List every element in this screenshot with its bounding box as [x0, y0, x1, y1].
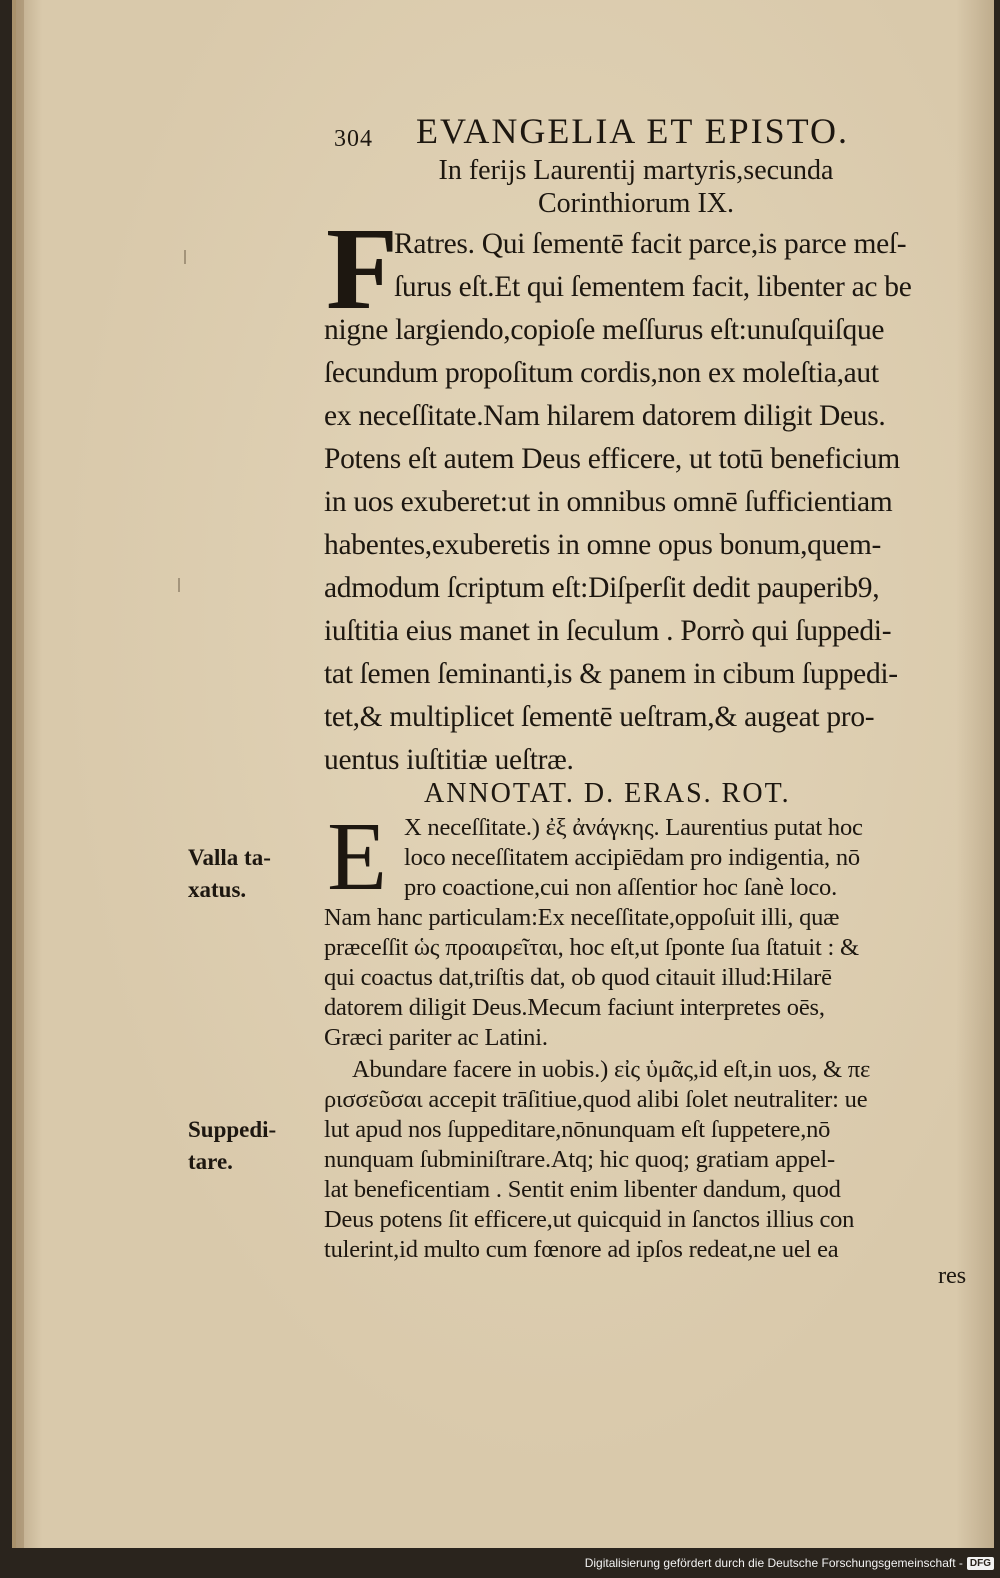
annotation-line: ρισσεῦσαι accepit trāſitiue,quod alibi ſolet neutraliter: ue [324, 1086, 868, 1113]
epistle-line: habentes,exuberetis in omne opus bonum,quem- [324, 529, 882, 561]
section-heading-line-1: In ferijs Laurentij martyris,secunda [438, 155, 834, 186]
epistle-line: ſecundum propoſitum cordis,non ex moleſtia,aut [324, 357, 879, 389]
annotation-line: tulerint,id multo cum fœnore ad ipſos redeat,ne uel ea [324, 1236, 839, 1263]
epistle-line: tat ſemen ſeminanti,is & panem in cibum ſuppedi- [324, 658, 898, 690]
margin-mark [178, 578, 180, 592]
annotation-line: Deus potens ſit efficere,ut quicquid in ſanctos illius con [324, 1206, 855, 1233]
annotation-line: qui coactus dat,triſtis dat, ob quod citauit illud:Hilarē [324, 964, 832, 991]
marginal-note-line: xatus. [188, 877, 247, 902]
annotation-line: datorem diligit Deus.Mecum faciunt interpretes oēs, [324, 994, 825, 1021]
annotation-line: Græci pariter ac Latini. [324, 1024, 548, 1051]
annotation-line: nunquam ſubminiſtrare.Atq; hic quoq; gratiam appel- [324, 1146, 835, 1173]
running-title: EVANGELIA ET EPISTO. [416, 111, 850, 151]
margin-mark [184, 250, 186, 264]
annotation-line: præceſſit ὡς προαιρεῖται, hoc eſt,ut ſponte ſua ſtatuit : & [324, 934, 859, 961]
annotation-line: loco neceſſitatem accipiēdam pro indigentia, nō [404, 844, 860, 871]
running-head [334, 108, 974, 158]
catchword: res [938, 1262, 966, 1289]
epistle-line: Potens eſt autem Deus efficere, ut totū beneficium [324, 443, 900, 475]
section-heading-line-2: Corinthiorum IX. [538, 188, 734, 219]
epistle-line: nigne largiendo,copioſe meſſurus eſt:unuſquiſque [324, 314, 885, 346]
page-number: 304 [334, 126, 373, 152]
epistle-line: Ratres. Qui ſementē facit parce,is parce meſ- [394, 228, 907, 260]
annotation-line: pro coactione,cui non aſſentior hoc ſanè loco. [404, 874, 837, 901]
marginal-note-valla [188, 842, 271, 906]
dfg-logo-icon: DFG [967, 1557, 994, 1570]
page-edge-shadow [16, 0, 24, 1548]
marginal-note-line: tare. [188, 1149, 233, 1174]
epistle-line: admodum ſcriptum eſt:Diſperſit dedit pauperib9, [324, 572, 880, 604]
digitization-credit [585, 1554, 994, 1572]
epistle-line: ſurus eſt.Et qui ſementem facit, libenter ac be [394, 271, 912, 303]
credit-text: Digitalisierung gefördert durch die Deutsche Forschungsgemeinschaft - [584, 1556, 963, 1570]
marginal-note-line: Valla ta- [188, 845, 271, 870]
epistle-line: ex neceſſitate.Nam hilarem datorem diligit Deus. [324, 400, 886, 432]
annotation-line: lut apud nos ſuppeditare,nōnunquam eſt ſuppetere,nō [324, 1116, 831, 1143]
marginal-note-line: Suppedi- [188, 1117, 277, 1142]
book-page [12, 0, 994, 1548]
annotation-line: Nam hanc particulam:Ex neceſſitate,oppoſuit illi, quæ [324, 904, 840, 931]
epistle-line: in uos exuberet:ut in omnibus omnē ſufficientiam [324, 486, 893, 518]
marginal-note-suppeditare [188, 1114, 276, 1178]
annotation-line: lat beneficentiam . Sentit enim libenter dandum, quod [324, 1176, 841, 1203]
epistle-line: iuſtitia eius manet in ſeculum . Porrò qui ſuppedi- [324, 615, 892, 647]
epistle-line: tet,& multiplicet ſementē ueſtram,& augeat pro- [324, 701, 875, 733]
drop-cap-e: E [327, 803, 387, 911]
annotation-title: ANNOTAT. D. ERAS. ROT. [424, 778, 791, 809]
annotation-line: Abundare facere in uobis.) εἰς ὑμᾶς,id eſt,in uos, & πε [352, 1056, 871, 1083]
annotation-line: X neceſſitate.) ἐξ ἀνάγκης. Laurentius putat hoc [404, 814, 863, 841]
epistle-line: uentus iuſtitiæ ueſtræ. [324, 744, 574, 776]
drop-cap-f: F [326, 203, 399, 334]
